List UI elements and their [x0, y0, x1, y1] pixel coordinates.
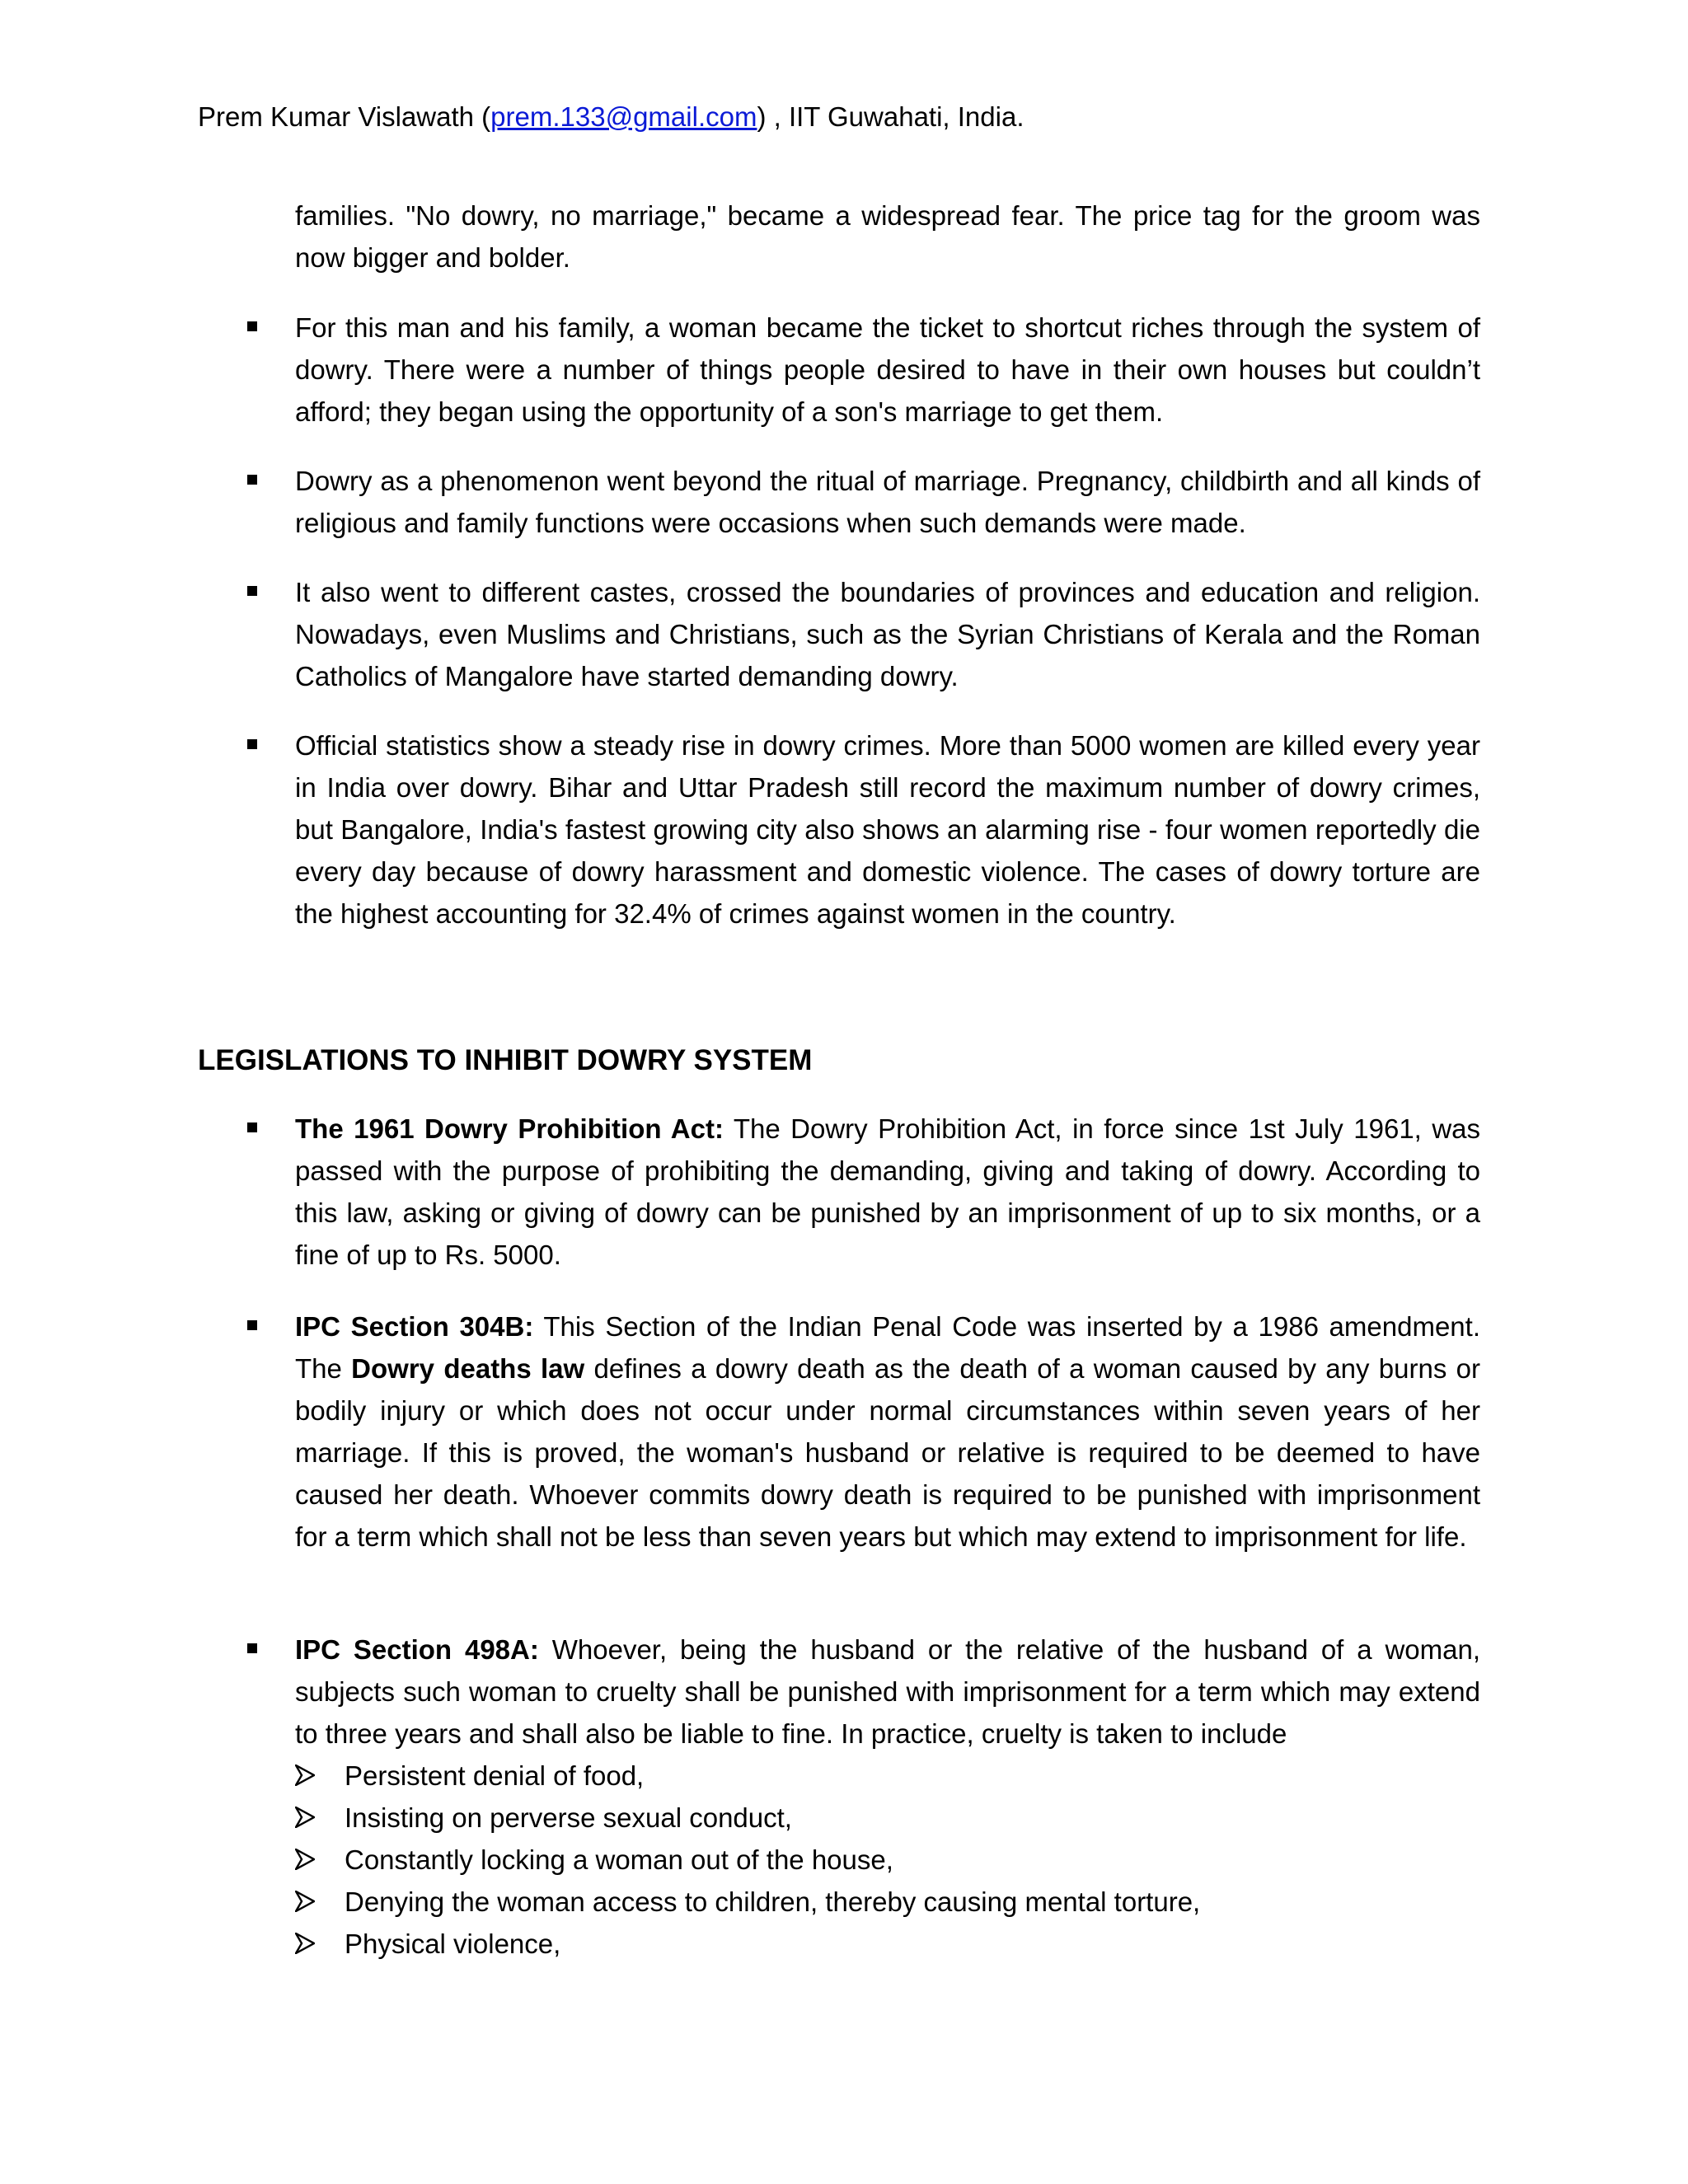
bullet-paragraph: Dowry as a phenomenon went beyond the ritual of marriage. Pregnancy, childbirth and all kinds of religious and family functions were occasions when such demands were made. — [295, 466, 1480, 538]
legislation-item-ipc-498a — [295, 1629, 1480, 1755]
legislation-text: Whoever, being the husband or the relative of the husband of a woman, subjects such woman to cruelty shall be punished with imprisonment for a term which may extend to three years and shall also be liable to fine. In practice, cruelty is taken to include — [295, 1634, 1481, 1749]
email-link[interactable]: prem.133@gmail.com — [490, 101, 757, 132]
arrow-bullet-icon — [295, 1807, 315, 1828]
bullet-paragraph: Official statistics show a steady rise in dowry crimes. More than 5000 women are killed every year in India over dowry. Bihar and Uttar Pradesh still record the maximum number of dowry crimes, but Bangalore, India's fastest growing city also shows an alarming rise - four women reportedly die every day because of dowry harassment and domestic violence. The cases of dowry torture are the highest accounting for 32.4% of crimes against women in the country. — [295, 730, 1480, 929]
page-header — [198, 97, 1025, 137]
square-bullet-icon — [247, 586, 257, 596]
square-bullet-icon — [247, 475, 257, 485]
bullet-paragraph: It also went to different castes, crossed the boundaries of provinces and education and religion. Nowadays, even Muslims and Christians, such as the Syrian Christians of Kerala and the Roman Catholics of Mangalore have started demanding dowry. — [295, 577, 1480, 691]
arrow-bullet-icon — [295, 1765, 315, 1786]
arrow-bullet-icon — [295, 1891, 315, 1912]
legislation-title: IPC Section 304B: — [295, 1311, 534, 1342]
square-bullet-icon — [247, 321, 257, 331]
arrow-bullet-icon — [295, 1933, 315, 1954]
legislation-title: IPC Section 498A: — [295, 1634, 539, 1665]
legislation-title: The 1961 Dowry Prohibition Act: — [295, 1113, 724, 1144]
legislation-text: The Dowry Prohibition Act, in force since 1st July 1961, was passed with the purpose of prohibiting the demanding, giving and taking of dowry. According to this law, asking or giving of dowry can be punished by an imprisonment of up to six months, or a fine of up to Rs. 5000. — [295, 1113, 1481, 1270]
square-bullet-icon — [247, 1320, 257, 1330]
legislation-bold-term: Dowry deaths law — [351, 1353, 585, 1384]
continuation-paragraph: families. "No dowry, no marriage," became a widespread fear. The price tag for the groom was now bigger and bolder. — [295, 200, 1480, 273]
cruelty-item-text: Physical violence, — [345, 1929, 561, 1959]
legislation-text: defines a dowry death as the death of a woman caused by any burns or bodily injury or which does not occur under normal circumstances within seven years of her marriage. If this is proved, the woman's husband or relative is required to be deemed to have caused her death. Whoever commits dowry death is required to be punished with imprisonment for a term which shall not be less than seven years but which may extend to imprisonment for life. — [295, 1353, 1480, 1552]
cruelty-item-text: Denying the woman access to children, thereby causing mental torture, — [345, 1886, 1201, 1917]
square-bullet-icon — [247, 739, 257, 749]
bullet-paragraph: For this man and his family, a woman became the ticket to shortcut riches through the system of dowry. There were a number of things people desired to have in their own houses but couldn’t afford; they began using the opportunity of a son's marriage to get them. — [295, 312, 1480, 427]
legislation-item-1961-act — [295, 1108, 1480, 1276]
cruelty-item-text: Insisting on perverse sexual conduct, — [345, 1802, 792, 1833]
cruelty-item-text: Constantly locking a woman out of the house, — [345, 1844, 893, 1875]
square-bullet-icon — [247, 1643, 257, 1653]
square-bullet-icon — [247, 1122, 257, 1132]
legislation-item-ipc-304b — [295, 1305, 1480, 1558]
author-affiliation: ) , IIT Guwahati, India. — [757, 101, 1025, 132]
arrow-bullet-icon — [295, 1849, 315, 1870]
legislation-text: This Section of the Indian Penal Code was inserted by a 1986 amendment. The — [295, 1311, 1480, 1384]
section-heading: LEGISLATIONS TO INHIBIT DOWRY SYSTEM — [198, 1044, 813, 1076]
cruelty-item-text: Persistent denial of food, — [345, 1760, 645, 1791]
author-name: Prem Kumar Vislawath ( — [198, 101, 491, 132]
